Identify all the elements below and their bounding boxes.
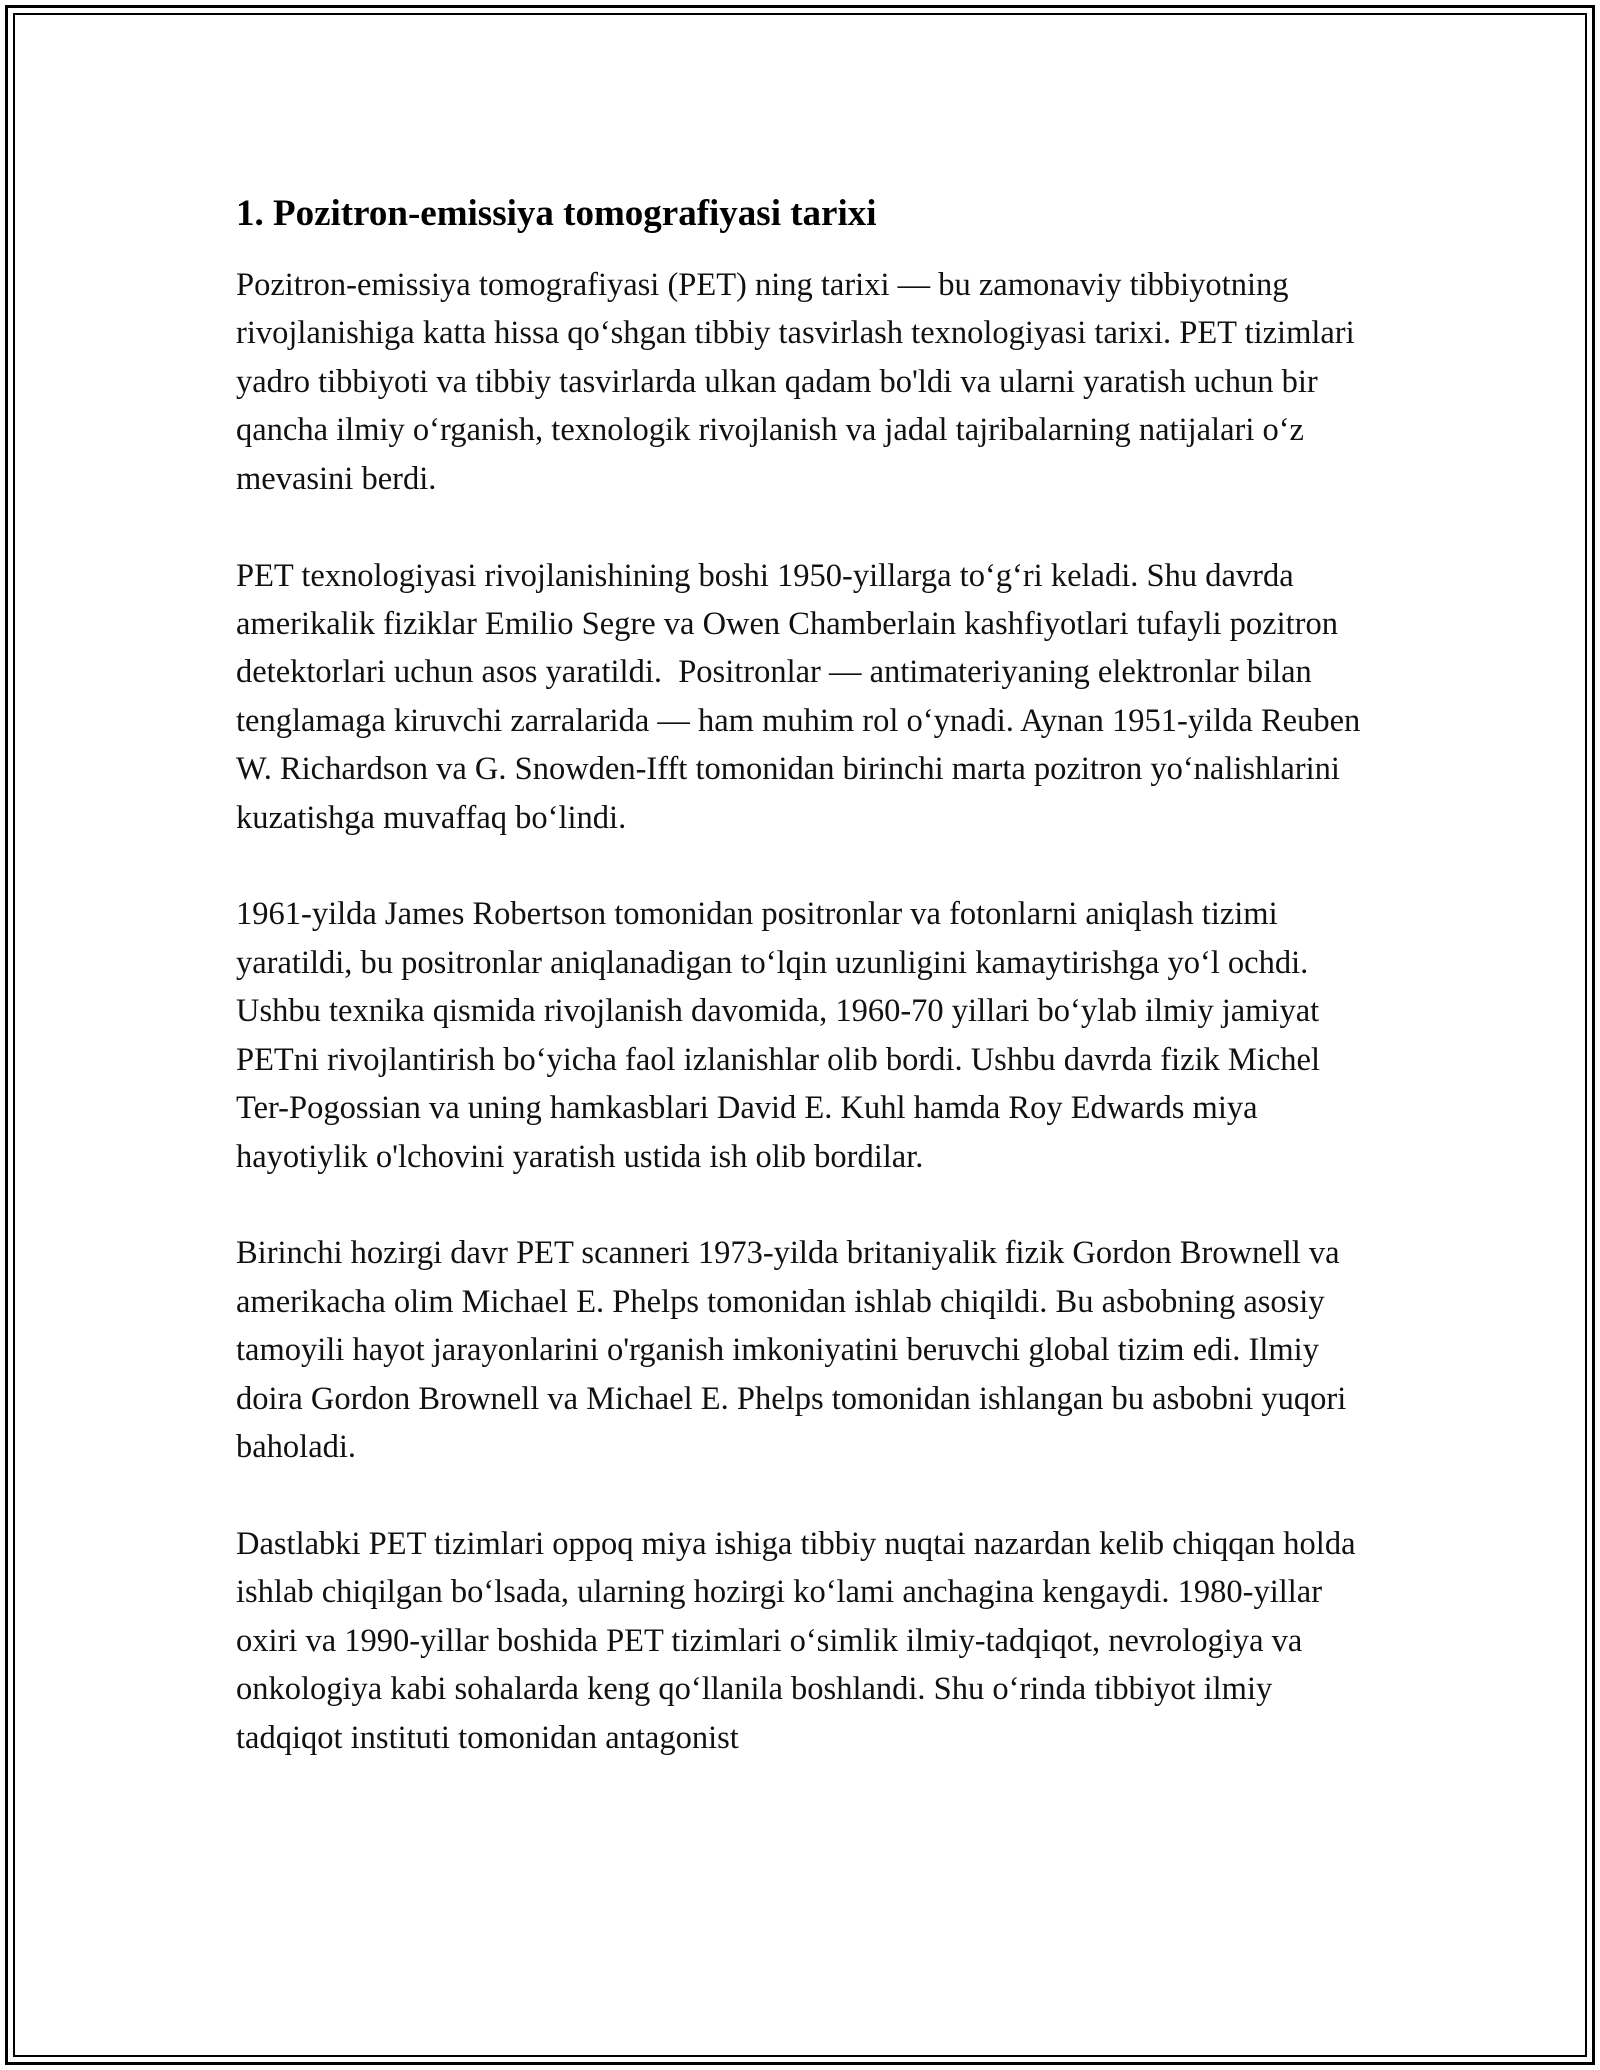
paragraph-5: Dastlabki PET tizimlari oppoq miya ishiga tibbiy nuqtai nazardan kelib chiqqan holda ishlab chiqilgan bo‘lsada, ularning hozirgi ko‘lami anchagina kengaydi. 1980-yillar oxiri va 1990-yillar boshida PET tizimlari o‘simlik ilmiy-tadqiqot, nevrologiya va onkologiya kabi sohalarda keng qo‘llanila boshlandi. Shu o‘rinda tibbiyot ilmiy tadqiqot instituti tomonidan antagonist xyxy=(236,1525,1364,1756)
paragraph-2: PET texnologiyasi rivojlanishining boshi 1950-yillarga to‘g‘ri keladi. Shu davrda amerikalik fiziklar Emilio Segre va Owen Chamberlain kashfiyotlari tufayli pozitron detektorlari uchun asos yaratildi. Positronlar — antimateriyaning elektronlar bilan tenglamaga kiruvchi zarralarida — ham muhim rol o‘ynadi. Aynan 1951-yilda Reuben W. Richardson va G. Snowden-Ifft tomonidan birinchi marta pozitron yo‘nalishlarini kuzatishga muvaffaq bo‘lindi. xyxy=(236,557,1368,836)
paragraph-4: Birinchi hozirgi davr PET scanneri 1973-yilda britaniyalik fizik Gordon Brownell va amerikacha olim Michael E. Phelps tomonidan ishlab chiqildi. Bu asbobning asosiy tamoyili hayot jarayonlarini o'rganish imkoniyatini beruvchi global tizim edi. Ilmiy doira Gordon Brownell va Michael E. Phelps tomonidan ishlangan bu asbobni yuqori baholadi. xyxy=(236,1235,1355,1466)
paragraph-3: 1961-yilda James Robertson tomonidan positronlar va fotonlarni aniqlash tizimi yaratildi, bu positronlar aniqlanadigan to‘lqin uzunligini kamaytirishga yo‘l ochdi. Ushbu texnika qismida rivojlanish davomida, 1960-70 yillari bo‘ylab ilmiy jamiyat PETni rivojlantirish bo‘yicha faol izlanishlar olib bordi. Ushbu davrda fizik Michel Ter-Pogossian va uning hamkasblari David E. Kuhl hamda Roy Edwards miya hayotiylik o'lchovini yaratish ustida ish olib bordilar. xyxy=(236,896,1328,1175)
document-body xyxy=(236,190,1376,1810)
paragraph-1: Pozitron-emissiya tomografiyasi (PET) ning tarixi — bu zamonaviy tibbiyotning rivojlanishiga katta hissa qo‘shgan tibbiy tasvirlash texnologiyasi tarixi. PET tizimlari yadro tibbiyoti va tibbiy tasvirlarda ulkan qadam bo'ldi va ularni yaratish uchun bir qancha ilmiy o‘rganish, texnologik rivojlanish va jadal tajribalarning natijalari o‘z mevasini berdi. xyxy=(236,267,1363,497)
section-heading: 1. Pozitron-emissiya tomografiyasi tarixi xyxy=(236,193,877,234)
